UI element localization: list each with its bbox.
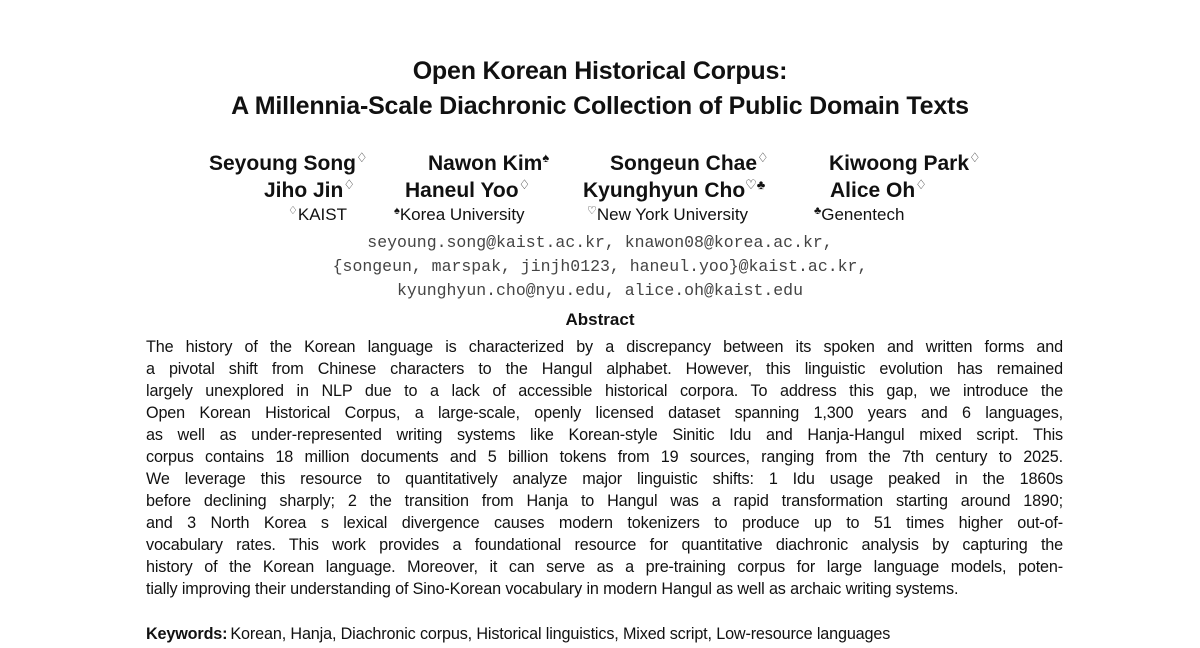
abstract-line: tially improving their understanding of Sino-Korean vocabulary in modern Hangul as well as archaic writing systems.: [146, 580, 959, 598]
keywords-list: Korean, Hanja, Diachronic corpus, Historical linguistics, Mixed script, Low-resource languages: [230, 625, 891, 643]
author-nawon-kim: [428, 152, 549, 176]
author-name: Kyunghyun Cho: [583, 179, 746, 202]
keywords-label: Keywords:: [146, 625, 228, 643]
abstract-line: Open Korean Historical Corpus, a large-scale, openly licensed dataset spanning 1,300 years and 6 languages,: [146, 404, 1063, 422]
affiliation-kaist: [288, 205, 347, 225]
affiliation-name: KAIST: [297, 205, 347, 224]
paper-title-line-1: Open Korean Historical Corpus:: [412, 57, 788, 85]
author-alice-oh: [830, 179, 927, 203]
author-name: Nawon Kim: [428, 152, 543, 175]
abstract-line: vocabulary rates. This work provides a foundational resource for quantitative diachronic analysis by capturing the: [146, 536, 1063, 554]
diamond-mark-icon: ♢: [356, 150, 368, 165]
diamond-mark-icon: ♢: [969, 150, 981, 165]
abstract-body: [146, 336, 1063, 600]
affiliation-name: New York University: [596, 205, 749, 224]
paper-title-line-2: A Millennia-Scale Diachronic Collection of Public Domain Texts: [231, 92, 969, 120]
abstract-line: a pivotal shift from Chinese characters to the Hangul alphabet. However, this linguistic evolution has remained: [146, 360, 1063, 378]
abstract-line: The history of the Korean language is characterized by a discrepancy between its spoken and written forms and: [146, 338, 1063, 356]
heart-club-mark-icon: ♡♣: [745, 177, 766, 192]
diamond-mark-icon: ♢: [915, 177, 927, 192]
keywords: [146, 624, 890, 644]
abstract-line: largely unexplored in NLP due to a lack of accessible historical corpora. To address this gap, we introduce the: [146, 382, 1063, 400]
email-line-1: seyoung.song@kaist.ac.kr, knawon08@korea.ac.kr,: [367, 233, 833, 252]
abstract-line: history of the Korean language. Moreover, it can serve as a pre-training corpus for large language models, poten-: [146, 558, 1063, 576]
affiliation-name: Korea University: [399, 205, 525, 224]
affiliation-genentech: [814, 205, 904, 225]
affiliation-korea-university: [394, 205, 525, 225]
affiliation-nyu: [587, 205, 748, 225]
abstract-line: We leverage this resource to quantitatively analyze major linguistic shifts: 1 Idu usage peaked in the 1860s: [146, 470, 1063, 488]
club-mark-icon: ♣: [814, 205, 822, 217]
author-name: Alice Oh: [830, 179, 916, 202]
diamond-mark-icon: ♢: [757, 150, 769, 165]
abstract-line: corpus contains 18 million documents and 5 billion tokens from 19 sources, ranging from the 7th century to 2025.: [146, 448, 1063, 466]
abstract-line: and 3 North Korea s lexical divergence causes modern tokenizers to produce up to 51 times higher out-of-: [146, 514, 1063, 532]
abstract-line: before declining sharply; 2 the transition from Hanja to Hangul was a rapid transformation starting around 1890;: [146, 492, 1063, 510]
diamond-mark-icon: ♢: [518, 177, 531, 192]
spade-mark-icon: ♠: [394, 205, 400, 217]
author-name: Haneul Yoo: [405, 179, 519, 202]
abstract-line: as well as under-represented writing systems like Korean-style Sinitic Idu and Hanja-Hangul mixed script. This: [146, 426, 1063, 444]
affiliation-name: Genentech: [821, 205, 905, 224]
author-haneul-yoo: [405, 179, 530, 203]
diamond-mark-icon: ♢: [288, 205, 298, 217]
author-seyoung-song: [209, 152, 368, 176]
author-name: Kiwoong Park: [829, 152, 970, 175]
heart-mark-icon: ♡: [587, 205, 597, 217]
author-name: Songeun Chae: [610, 152, 758, 175]
email-line-3: kyunghyun.cho@nyu.edu, alice.oh@kaist.edu: [397, 281, 803, 300]
author-name: Jiho Jin: [264, 179, 344, 202]
author-songeun-chae: [610, 152, 769, 176]
diamond-mark-icon: ♢: [343, 177, 356, 192]
email-line-2: {songeun, marspak, jinjh0123, haneul.yoo}@kaist.ac.kr,: [332, 257, 868, 276]
author-jiho-jin: [264, 179, 355, 203]
author-name: Seyoung Song: [209, 152, 356, 175]
author-kyunghyun-cho: [583, 179, 765, 203]
abstract-heading: Abstract: [565, 310, 635, 329]
author-kiwoong-park: [829, 152, 981, 176]
spade-mark-icon: ♠: [542, 150, 550, 165]
